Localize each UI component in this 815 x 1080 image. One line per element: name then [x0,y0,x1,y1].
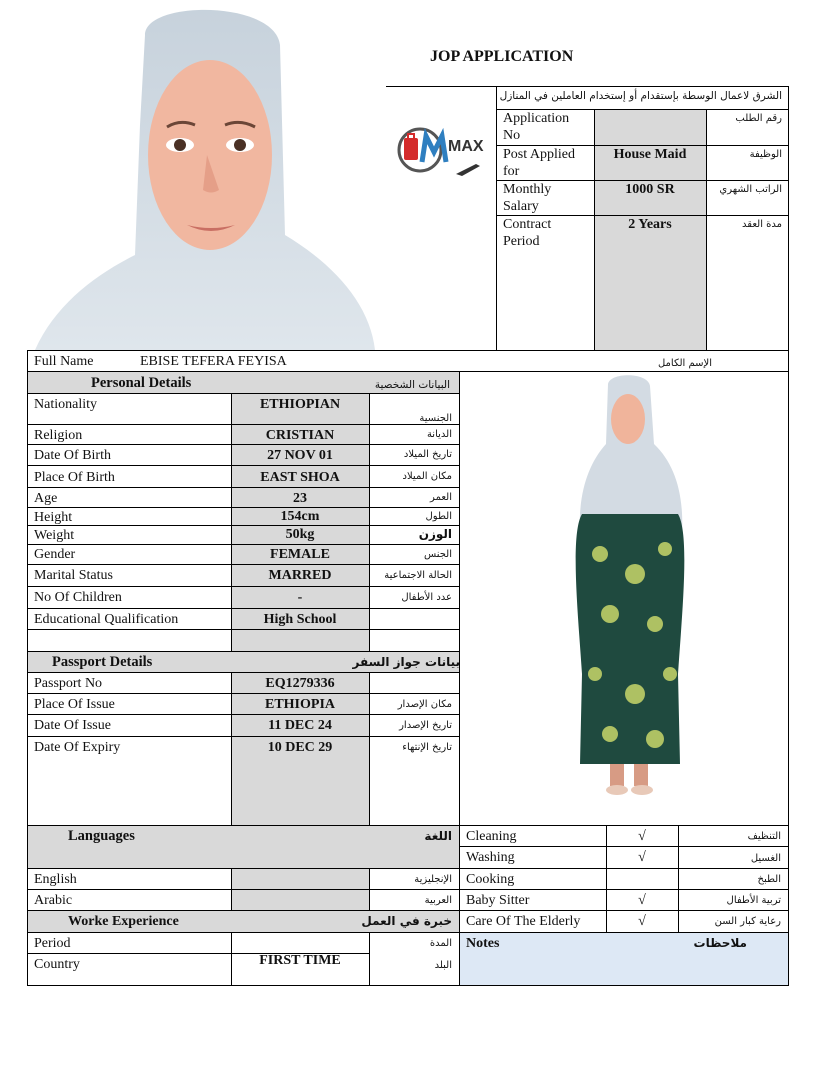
dob-label-ar: تاريخ الميلاد [403,449,452,460]
washing-label: Washing [466,850,515,865]
arabic-label: Arabic [34,893,73,908]
gender-label: Gender [34,547,76,562]
dob-value: 27 NOV 01 [267,448,333,463]
page-title: JOP APPLICATION [430,48,574,65]
date-of-issue-value: 11 DEC 24 [268,718,332,733]
place-of-issue-label-ar: مكان الإصدار [397,699,452,710]
children-label: No Of Children [34,590,122,605]
elderly-care-label-ar: رعاية كبار السن [714,916,781,927]
date-of-expiry-value: 10 DEC 29 [267,740,333,755]
date-of-expiry-label-ar: تاريخ الإنتهاء [402,742,452,753]
nationality-label: Nationality [34,397,97,412]
weight-label: Weight [34,528,75,543]
washing-label-ar: الغسيل [750,853,781,864]
english-label: English [34,872,77,887]
languages-heading-ar: اللغة [424,829,452,843]
post-applied-value: House Maid [613,147,687,162]
children-label-ar: عدد الأطفال [401,592,452,603]
notes-label: Notes [466,936,500,951]
religion-label-ar: الديانة [426,429,452,440]
cooking-label-ar: الطبخ [757,874,781,885]
contract-label-ar: مدة العقد [742,219,782,230]
date-of-issue-label: Date Of Issue [34,718,111,733]
marital-status-label-ar: الحالة الاجتماعية [384,570,452,581]
place-of-issue-value: ETHIOPIA [264,697,335,712]
salary-value: 1000 SR [625,182,675,197]
experience-value: FIRST TIME [259,953,341,968]
height-label: Height [34,510,73,525]
height-label-ar: الطول [425,511,452,522]
children-value: - [297,590,303,605]
education-label: Educational Qualification [34,612,179,627]
passport-details-heading: Passport Details [52,654,153,670]
personal-details-heading: Personal Details [91,375,192,391]
agency-logo [396,112,486,192]
age-value: 23 [293,491,307,506]
full-body-photo [460,374,788,806]
gender-value: FEMALE [270,547,330,562]
post-applied-label: Post Applied for [503,147,575,179]
passport-details-heading-ar: بيانات جواز السفر [352,655,460,669]
post-applied-label-ar: الوظيفة [749,149,782,160]
portrait-photo [35,5,377,350]
period-label-ar: المدة [429,938,452,949]
passport-no-label: Passport No [34,676,103,691]
baby-sitter-label-ar: تربية الأطفال [726,895,781,906]
country-label-ar: البلد [434,960,452,971]
languages-heading: Languages [68,828,135,844]
age-label: Age [34,491,58,506]
contract-value: 2 Years [628,217,672,232]
arabic-label-ar: العربية [424,895,452,906]
elderly-care-check: √ [638,914,646,929]
application-no-label: Application No [503,111,570,143]
nationality-label-ar: الجنسية [419,413,452,424]
elderly-care-label: Care Of The Elderly [466,914,581,929]
age-label-ar: العمر [430,492,452,503]
application-no-label-ar: رقم الطلب [735,113,782,124]
marital-status-label: Marital Status [34,568,113,583]
notes-label-ar: ملاحظات [693,936,747,950]
personal-details-heading-ar: البيانات الشخصية [374,379,450,391]
work-experience-heading: Worke Experience [68,914,179,929]
pob-label-ar: مكان الميلاد [402,471,452,482]
weight-label-ar: الوزن [418,527,452,541]
date-of-expiry-label: Date Of Expiry [34,740,121,755]
full-name-label-ar: الإسم الكامل [657,358,712,369]
period-label: Period [34,936,71,951]
date-of-issue-label-ar: تاريخ الإصدار [399,720,452,731]
place-of-issue-label: Place Of Issue [34,697,115,712]
cleaning-label: Cleaning [466,829,517,844]
logo-text: MAX [448,138,484,155]
cleaning-label-ar: التنظيف [747,831,781,842]
marital-status-value: MARRED [268,568,332,583]
salary-label-ar: الراتب الشهري [719,184,782,195]
cleaning-check: √ [638,829,646,844]
religion-value: CRISTIAN [265,428,335,443]
pob-value: EAST SHOA [260,470,340,485]
full-name-value: EBISE TEFERA FEYISA [140,354,287,369]
nationality-value: ETHIOPIAN [259,397,341,412]
baby-sitter-label: Baby Sitter [466,893,530,908]
english-label-ar: الإنجليزية [414,874,452,885]
salary-label: Monthly Salary [503,182,552,214]
weight-value: 50kg [285,527,315,542]
height-value: 154cm [280,509,320,524]
religion-label: Religion [34,428,83,443]
passport-no-value: EQ1279336 [265,676,335,691]
work-experience-heading-ar: خبرة في العمل [361,914,452,928]
education-value: High School [263,612,337,627]
agency-name-ar: الشرق لاعمال الوسطة بإستقدام أو إستخدام العاملين في المنازل [499,90,782,102]
baby-sitter-check: √ [638,893,646,908]
dob-label: Date Of Birth [34,448,111,463]
country-label: Country [34,957,80,972]
full-name-label: Full Name [34,354,94,369]
gender-label-ar: الجنس [423,549,452,560]
contract-label: Contract Period [503,217,552,249]
pob-label: Place Of Birth [34,470,115,485]
cooking-label: Cooking [466,872,515,887]
washing-check: √ [638,850,646,865]
